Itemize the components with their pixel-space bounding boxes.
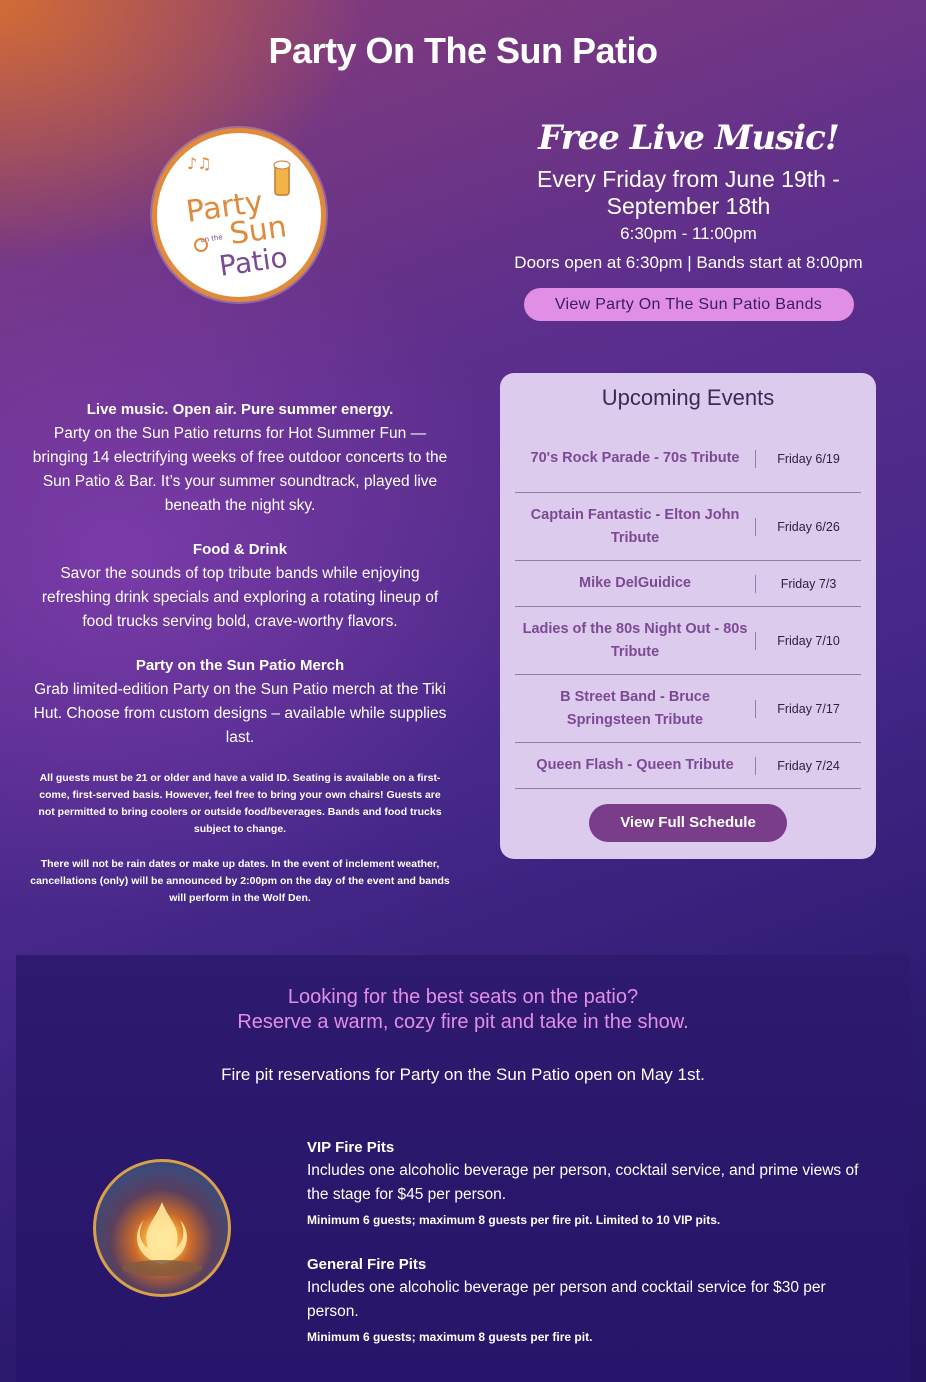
food-drink-block — [30, 538, 450, 634]
intro-text: Party on the Sun Patio returns for Hot Summer Fun — bringing 14 electrifying weeks of free outdoor concerts to the Sun Patio & Bar. It’s your summer soundtrack, played live beneath the night sky. — [32, 425, 448, 514]
event-date: Friday 7/3 — [755, 575, 861, 593]
food-drink-heading: Food & Drink — [192, 541, 288, 558]
event-name[interactable]: B Street Band - Bruce Springsteen Tribute — [560, 688, 710, 728]
view-full-schedule-button[interactable]: View Full Schedule — [589, 804, 787, 842]
food-drink-text: Savor the sounds of top tribute bands while enjoying refreshing drink specials and exploring a rotating lineup of food trucks serving bold, crave-worthy flavors. — [41, 565, 439, 630]
events-title: Upcoming Events — [601, 385, 775, 410]
fire-icon — [96, 1162, 228, 1294]
event-date: Friday 7/17 — [755, 700, 861, 718]
general-fire-pits — [307, 1254, 877, 1347]
event-row[interactable] — [515, 561, 861, 607]
fire-pit-options — [307, 1137, 877, 1371]
show-hours: 6:30pm - 11:00pm — [620, 224, 757, 243]
event-name[interactable]: 70's Rock Parade - 70s Tribute — [530, 450, 740, 466]
vip-fire-pits — [307, 1137, 877, 1230]
event-date: Friday 6/26 — [755, 518, 861, 536]
event-row[interactable] — [515, 743, 861, 789]
upcoming-events-card — [500, 373, 876, 859]
beer-foam-icon — [274, 161, 290, 169]
event-name[interactable]: Mike DelGuidice — [578, 575, 691, 591]
reserve-headline — [16, 985, 910, 1035]
vip-fire-pits-note: Minimum 6 guests; maximum 8 guests per fire pit. Limited to 10 VIP pits. — [307, 1213, 721, 1227]
fine-print-guests: All guests must be 21 or older and have a valid ID. Seating is available on a first-come, first-served basis. However, feel free to bring your own chairs! Guests are not permitted to bring coolers or outside food/beverages. Bands and food trucks subject to change. — [38, 772, 442, 835]
event-row[interactable] — [515, 425, 861, 493]
event-date: Friday 6/19 — [755, 450, 861, 468]
party-sun-patio-logo — [152, 128, 326, 302]
general-fire-pits-title: General Fire Pits — [307, 1256, 427, 1273]
intro-block — [30, 398, 450, 518]
event-date: Friday 7/10 — [755, 632, 861, 650]
event-name[interactable]: Queen Flash - Queen Tribute — [536, 757, 734, 773]
view-bands-button[interactable]: View Party On The Sun Patio Bands — [524, 288, 854, 321]
logo-word-onthe: on the — [199, 233, 224, 245]
vip-fire-pits-description: Includes one alcoholic beverage per person, cocktail service, and prime views of the stage for $45 per person. — [307, 1162, 859, 1203]
event-row[interactable] — [515, 675, 861, 743]
event-name[interactable]: Captain Fantastic - Elton John Tribute — [530, 506, 740, 546]
reserve-headline-line-2: Reserve a warm, cozy fire pit and take in the show. — [237, 1011, 689, 1033]
schedule-dates — [496, 166, 881, 220]
intro-heading: Live music. Open air. Pure summer energy. — [86, 401, 394, 418]
fine-print-weather: There will not be rain dates or make up dates. In the event of inclement weather, cancellations (only) will be announced by 2:00pm on the day of the event and bands will perform in the Wolf Den. — [30, 858, 450, 904]
doors-times: Doors open at 6:30pm | Bands start at 8:00pm — [514, 253, 863, 272]
live-music-panel — [496, 118, 881, 321]
logo-word-sun: Sun — [227, 209, 289, 253]
page-title: Party On The Sun Patio — [268, 30, 658, 71]
free-live-music-heading: Free Live Music! — [538, 118, 839, 158]
event-date: Friday 7/24 — [755, 757, 861, 775]
reservations-open-note: Fire pit reservations for Party on the Sun Patio open on May 1st. — [221, 1065, 705, 1084]
reserve-headline-line-1: Looking for the best seats on the patio? — [287, 986, 639, 1008]
event-name[interactable]: Ladies of the 80s Night Out - 80s Tribute — [522, 620, 748, 660]
merch-heading: Party on the Sun Patio Merch — [135, 657, 345, 674]
fire-pit-photo — [93, 1159, 231, 1297]
logo-word-party: Party — [184, 184, 266, 230]
schedule-line-1: Every Friday from June 19th - — [537, 166, 840, 192]
fire-pit-section — [16, 955, 910, 1382]
music-note-icon: ♪♫ — [187, 154, 212, 173]
general-fire-pits-note: Minimum 6 guests; maximum 8 guests per fire pit. — [307, 1330, 593, 1344]
general-fire-pits-description: Includes one alcoholic beverage per person and cocktail service for $30 per person. — [307, 1279, 826, 1320]
event-row[interactable] — [515, 493, 861, 561]
vip-fire-pits-title: VIP Fire Pits — [307, 1139, 395, 1156]
event-row[interactable] — [515, 607, 861, 675]
logo-word-patio: Patio — [216, 240, 290, 283]
info-column — [30, 398, 450, 907]
merch-text: Grab limited-edition Party on the Sun Patio merch at the Tiki Hut. Choose from custom designs – available while supplies last. — [33, 681, 447, 746]
merch-block — [30, 654, 450, 750]
schedule-line-2: September 18th — [606, 193, 771, 219]
logo-graphic — [157, 133, 321, 297]
